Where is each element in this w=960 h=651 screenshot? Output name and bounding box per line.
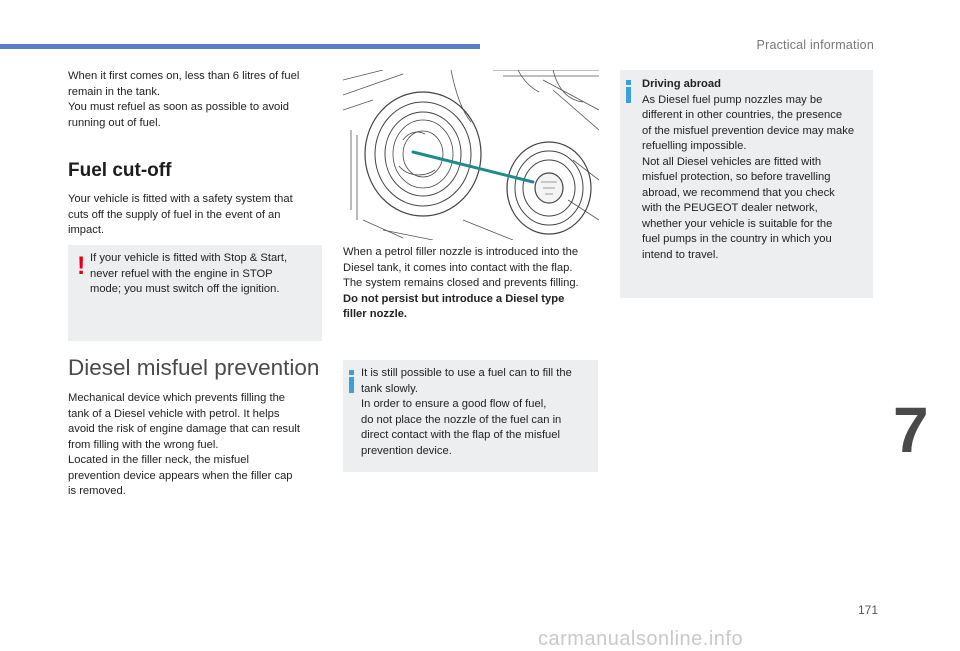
- header-accent-bar: [0, 44, 480, 49]
- info-icon: [349, 370, 355, 392]
- fuel-can-info-text: [361, 366, 572, 459]
- intro-line: You must refuel as soon as possible to avoid: [68, 101, 289, 113]
- driving-abroad-line: different in other countries, the presence: [642, 109, 843, 121]
- driving-abroad-line: with the PEUGEOT dealer network,: [642, 202, 818, 214]
- misfuel-text: [68, 391, 300, 500]
- misfuel-line: Located in the filler neck, the misfuel: [68, 454, 249, 466]
- info-line: prevention device.: [361, 444, 452, 457]
- intro-line: When it first comes on, less than 6 litres of fuel: [68, 70, 300, 82]
- info-line: tank slowly.: [361, 382, 418, 395]
- driving-abroad-line: As Diesel fuel pump nozzles may be: [642, 93, 823, 106]
- driving-abroad-info-box: [620, 70, 873, 298]
- warning-box: [68, 245, 322, 341]
- fuel-can-info-box: [343, 360, 598, 472]
- info-icon: [626, 80, 632, 102]
- driving-abroad-line: fuel pumps in the country in which you: [642, 233, 832, 245]
- driving-abroad-line: abroad, we recommend that you check: [642, 186, 835, 199]
- petrol-line: The system remains closed and prevents filling.: [343, 277, 579, 289]
- watermark: carmanualsonline.info: [538, 628, 744, 650]
- misfuel-line: from filling with the wrong fuel.: [68, 438, 219, 451]
- warning-line: If your vehicle is fitted with Stop & Start,: [90, 252, 288, 264]
- petrol-nozzle-text: [343, 245, 579, 323]
- warning-text: [90, 251, 287, 298]
- fuel-cutoff-line: cuts off the supply of fuel in the event of an: [68, 208, 281, 221]
- fuel-cutoff-text: [68, 192, 293, 239]
- warning-icon: !: [77, 252, 86, 280]
- misfuel-line: tank of a Diesel vehicle with petrol. It helps: [68, 407, 280, 420]
- intro-text: [68, 69, 299, 131]
- fuel-cutoff-heading: Fuel cut-off: [68, 160, 172, 181]
- driving-abroad-line: whether your vehicle is suitable for the: [642, 217, 833, 230]
- driving-abroad-line: of the misfuel prevention device may make: [642, 124, 855, 137]
- misfuel-line: is removed.: [68, 485, 126, 497]
- petrol-bold-line: Do not persist but introduce a Diesel type: [343, 292, 565, 305]
- driving-abroad-text: [642, 77, 854, 263]
- intro-line: running out of fuel.: [68, 116, 161, 129]
- info-line: In order to ensure a good flow of fuel,: [361, 398, 547, 410]
- petrol-line: When a petrol filler nozzle is introduced into the: [343, 246, 579, 258]
- petrol-bold-line: filler nozzle.: [343, 308, 408, 320]
- chapter-number: 7: [893, 394, 929, 466]
- misfuel-heading: Diesel misfuel prevention: [68, 355, 320, 380]
- warning-line: mode; you must switch off the ignition.: [90, 283, 280, 295]
- driving-abroad-line: intend to travel.: [642, 248, 719, 261]
- driving-abroad-line: misfuel protection, so before travelling: [642, 171, 831, 183]
- section-title: Practical information: [756, 38, 874, 52]
- info-line: direct contact with the flap of the misfuel: [361, 429, 560, 441]
- page-number: 171: [858, 603, 879, 617]
- petrol-line: Diesel tank, it comes into contact with the flap.: [343, 261, 573, 274]
- info-line: It is still possible to use a fuel can to fill the: [361, 367, 572, 379]
- misfuel-line: avoid the risk of engine damage that can result: [68, 423, 300, 435]
- intro-line: remain in the tank.: [68, 85, 161, 98]
- misfuel-line: Mechanical device which prevents filling the: [68, 392, 286, 404]
- misfuel-line: prevention device appears when the filler cap: [68, 469, 293, 482]
- filler-neck-illustration: [343, 70, 599, 240]
- driving-abroad-line: Not all Diesel vehicles are fitted with: [642, 155, 822, 168]
- driving-abroad-line: refuelling impossible.: [642, 140, 747, 152]
- warning-line: never refuel with the engine in STOP: [90, 267, 273, 280]
- fuel-cutoff-line: Your vehicle is fitted with a safety system that: [68, 193, 293, 205]
- info-line: do not place the nozzle of the fuel can in: [361, 413, 562, 426]
- driving-abroad-title: Driving abroad: [642, 78, 721, 90]
- fuel-cutoff-line: impact.: [68, 224, 105, 236]
